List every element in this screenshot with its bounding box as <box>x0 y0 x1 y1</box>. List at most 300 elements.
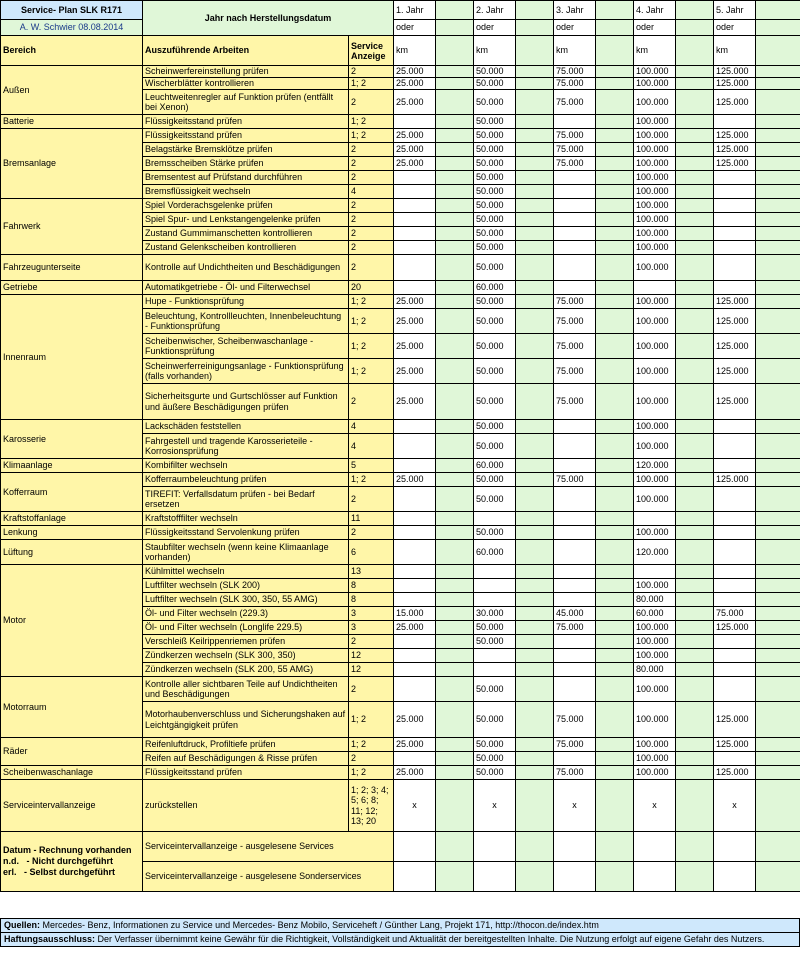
date-entry-cell[interactable] <box>756 649 800 663</box>
date-entry-cell[interactable] <box>676 78 714 90</box>
date-entry-cell[interactable] <box>596 526 634 540</box>
date-entry-cell[interactable] <box>516 359 554 384</box>
date-entry-cell[interactable] <box>756 434 800 459</box>
legend-entry-cell[interactable] <box>714 832 756 862</box>
date-entry-cell[interactable] <box>756 593 800 607</box>
date-entry-cell[interactable] <box>756 677 800 702</box>
date-entry-cell[interactable] <box>596 185 634 199</box>
date-entry-cell[interactable] <box>436 473 474 487</box>
table-row <box>1 115 800 129</box>
legend-entry-cell[interactable] <box>516 832 554 862</box>
date-entry-cell[interactable] <box>516 115 554 129</box>
date-entry-cell[interactable] <box>596 78 634 90</box>
date-entry-cell[interactable] <box>436 185 474 199</box>
date-entry-cell[interactable] <box>676 649 714 663</box>
service-indicator-cell: 8 <box>349 593 394 607</box>
service-indicator-cell: 2 <box>349 752 394 766</box>
date-entry-cell[interactable] <box>436 295 474 309</box>
date-entry-cell[interactable] <box>676 90 714 115</box>
km-value-cell: 25.000 <box>394 90 436 115</box>
date-entry-cell[interactable] <box>676 66 714 78</box>
service-indicator-cell: 3 <box>349 607 394 621</box>
date-entry-cell[interactable] <box>436 738 474 752</box>
date-entry-cell[interactable] <box>596 129 634 143</box>
date-entry-cell[interactable] <box>516 384 554 420</box>
km-value-cell <box>554 649 596 663</box>
date-entry-cell[interactable] <box>756 227 800 241</box>
date-entry-cell[interactable] <box>596 512 634 526</box>
date-entry-cell[interactable] <box>516 621 554 635</box>
km-value-cell <box>714 635 756 649</box>
date-entry-cell[interactable] <box>516 752 554 766</box>
date-entry-cell[interactable] <box>436 66 474 78</box>
date-entry-cell[interactable] <box>436 90 474 115</box>
legend-entry-cell[interactable] <box>436 862 474 892</box>
date-entry-cell[interactable] <box>756 359 800 384</box>
date-entry-cell[interactable] <box>436 129 474 143</box>
km-value-cell <box>714 185 756 199</box>
date-entry-cell[interactable] <box>516 185 554 199</box>
date-entry-cell[interactable] <box>756 579 800 593</box>
legend-entry-cell[interactable] <box>474 832 516 862</box>
date-entry-cell[interactable] <box>676 526 714 540</box>
date-entry-cell[interactable] <box>596 752 634 766</box>
date-entry-cell[interactable] <box>436 565 474 579</box>
date-entry-cell[interactable] <box>516 526 554 540</box>
km-value-cell: 125.000 <box>714 702 756 738</box>
date-entry-cell[interactable] <box>516 512 554 526</box>
date-entry-cell[interactable] <box>676 766 714 780</box>
date-entry-cell[interactable] <box>676 359 714 384</box>
date-entry-cell[interactable] <box>516 241 554 255</box>
date-entry-cell[interactable] <box>516 677 554 702</box>
date-entry-cell[interactable] <box>516 579 554 593</box>
service-indicator-cell: 2 <box>349 171 394 185</box>
date-entry-cell[interactable] <box>516 473 554 487</box>
date-entry-cell[interactable] <box>676 780 714 832</box>
date-entry-cell[interactable] <box>596 487 634 512</box>
legend-entry-cell[interactable] <box>756 862 800 892</box>
date-entry-cell[interactable] <box>436 677 474 702</box>
date-entry-cell[interactable] <box>436 702 474 738</box>
service-indicator-cell: 2 <box>349 677 394 702</box>
date-entry-cell[interactable] <box>516 434 554 459</box>
date-entry-cell[interactable] <box>676 752 714 766</box>
date-entry-cell[interactable] <box>436 420 474 434</box>
km-value-cell: 50.000 <box>474 334 516 359</box>
date-entry-cell[interactable] <box>596 702 634 738</box>
date-entry-cell[interactable] <box>756 420 800 434</box>
legend-entry-cell[interactable] <box>634 862 676 892</box>
km-value-cell: 80.000 <box>634 663 676 677</box>
date-entry-cell[interactable] <box>676 143 714 157</box>
date-entry-cell[interactable] <box>596 199 634 213</box>
date-entry-cell[interactable] <box>436 143 474 157</box>
date-entry-cell[interactable] <box>516 780 554 832</box>
date-entry-cell[interactable] <box>756 281 800 295</box>
date-entry-cell[interactable] <box>676 677 714 702</box>
date-entry-cell[interactable] <box>596 649 634 663</box>
date-entry-cell[interactable] <box>676 255 714 281</box>
date-entry-cell[interactable] <box>516 309 554 334</box>
task-cell: Bremsscheiben Stärke prüfen <box>143 157 349 171</box>
date-entry-cell[interactable] <box>756 621 800 635</box>
km-value-cell: 75.000 <box>554 66 596 78</box>
date-entry-cell[interactable] <box>676 738 714 752</box>
date-entry-cell[interactable] <box>436 540 474 565</box>
date-entry-cell[interactable] <box>596 473 634 487</box>
date-entry-cell[interactable] <box>516 738 554 752</box>
date-entry-cell[interactable] <box>516 78 554 90</box>
date-entry-cell[interactable] <box>676 185 714 199</box>
km-value-cell <box>554 281 596 295</box>
date-entry-cell[interactable] <box>596 241 634 255</box>
date-entry-cell[interactable] <box>436 334 474 359</box>
date-entry-cell[interactable] <box>676 295 714 309</box>
date-entry-cell[interactable] <box>516 199 554 213</box>
km-value-cell <box>714 241 756 255</box>
date-entry-cell[interactable] <box>516 90 554 115</box>
km-value-cell <box>714 199 756 213</box>
service-indicator-cell: 20 <box>349 281 394 295</box>
date-entry-cell[interactable] <box>756 129 800 143</box>
legend-entry-cell[interactable] <box>394 862 436 892</box>
date-entry-cell[interactable] <box>516 129 554 143</box>
year-3-label: 3. Jahr <box>554 1 596 20</box>
date-entry-cell[interactable] <box>676 540 714 565</box>
date-entry-cell[interactable] <box>756 66 800 78</box>
date-entry-cell[interactable] <box>676 473 714 487</box>
date-entry-cell[interactable] <box>676 241 714 255</box>
date-entry-cell[interactable] <box>756 635 800 649</box>
date-entry-cell[interactable] <box>436 115 474 129</box>
km-value-cell <box>394 185 436 199</box>
date-entry-cell[interactable] <box>516 663 554 677</box>
km-value-cell: 50.000 <box>474 213 516 227</box>
date-entry-cell[interactable] <box>516 227 554 241</box>
date-entry-cell[interactable] <box>516 66 554 78</box>
date-entry-cell[interactable] <box>676 129 714 143</box>
km-value-cell <box>714 752 756 766</box>
date-entry-cell[interactable] <box>596 359 634 384</box>
date-entry-cell[interactable] <box>676 171 714 185</box>
legend-entry-cell[interactable] <box>554 862 596 892</box>
date-entry-cell[interactable] <box>756 185 800 199</box>
date-entry-cell[interactable] <box>676 621 714 635</box>
km-value-cell <box>554 227 596 241</box>
date-entry-cell[interactable] <box>756 540 800 565</box>
date-entry-cell[interactable] <box>596 66 634 78</box>
service-indicator-cell: 1; 2 <box>349 359 394 384</box>
date-entry-cell[interactable] <box>436 213 474 227</box>
date-entry-cell[interactable] <box>516 593 554 607</box>
date-entry-cell[interactable] <box>516 649 554 663</box>
date-entry-cell[interactable] <box>436 157 474 171</box>
date-entry-cell[interactable] <box>516 702 554 738</box>
km-value-cell: 120.000 <box>634 540 676 565</box>
date-entry-cell[interactable] <box>676 459 714 473</box>
date-entry-cell[interactable] <box>676 663 714 677</box>
date-entry-cell[interactable] <box>756 512 800 526</box>
date-entry-cell[interactable] <box>516 459 554 473</box>
km-value-cell <box>554 526 596 540</box>
km-value-cell <box>474 565 516 579</box>
category-cell: Klimaanlage <box>1 459 143 473</box>
date-entry-cell[interactable] <box>676 420 714 434</box>
km-value-cell <box>394 434 436 459</box>
date-entry-cell[interactable] <box>596 677 634 702</box>
legend-entry-cell[interactable] <box>596 832 634 862</box>
date-entry-cell[interactable] <box>596 766 634 780</box>
date-entry-cell[interactable] <box>596 213 634 227</box>
legend-entry-cell[interactable] <box>676 832 714 862</box>
date-entry-cell[interactable] <box>756 78 800 90</box>
km-value-cell: 125.000 <box>714 295 756 309</box>
oder-label: oder <box>474 20 516 36</box>
legend-entry-cell[interactable] <box>474 862 516 892</box>
legend-entry-cell[interactable] <box>676 862 714 892</box>
km-value-cell: 100.000 <box>634 66 676 78</box>
date-entry-cell[interactable] <box>676 334 714 359</box>
date-entry-cell[interactable] <box>756 565 800 579</box>
date-entry-cell[interactable] <box>596 281 634 295</box>
date-entry-cell[interactable] <box>516 157 554 171</box>
date-entry-cell[interactable] <box>516 766 554 780</box>
date-entry-cell[interactable] <box>596 434 634 459</box>
legend-line: n.d. - Nicht durchgeführt <box>3 856 113 866</box>
legend-entry-cell[interactable] <box>516 862 554 892</box>
date-entry-cell[interactable] <box>436 199 474 213</box>
date-entry-cell[interactable] <box>756 384 800 420</box>
km-value-cell <box>634 565 676 579</box>
legend-entry-cell[interactable] <box>634 832 676 862</box>
service-indicator-cell: 2 <box>349 241 394 255</box>
date-entry-cell[interactable] <box>676 593 714 607</box>
date-entry-cell[interactable] <box>756 607 800 621</box>
date-entry-cell[interactable] <box>516 255 554 281</box>
date-entry-cell[interactable] <box>756 143 800 157</box>
km-value-cell <box>554 213 596 227</box>
date-entry-cell[interactable] <box>516 281 554 295</box>
date-entry-cell[interactable] <box>756 255 800 281</box>
km-value-cell <box>554 199 596 213</box>
task-cell: Scheibenwischer, Scheibenwaschanlage - Funktionsprüfung <box>143 334 349 359</box>
date-entry-cell[interactable] <box>436 459 474 473</box>
date-entry-cell[interactable] <box>756 309 800 334</box>
date-entry-cell[interactable] <box>756 241 800 255</box>
date-entry-cell[interactable] <box>676 227 714 241</box>
date-entry-cell[interactable] <box>436 766 474 780</box>
service-indicator-cell: 1; 2 <box>349 115 394 129</box>
date-entry-cell[interactable] <box>596 157 634 171</box>
date-entry-cell[interactable] <box>596 90 634 115</box>
category-cell: Innenraum <box>1 295 143 420</box>
legend-entry-cell[interactable] <box>714 862 756 892</box>
date-entry-cell[interactable] <box>596 171 634 185</box>
date-entry-cell[interactable] <box>436 526 474 540</box>
legend-entry-cell[interactable] <box>436 832 474 862</box>
category-cell: Getriebe <box>1 281 143 295</box>
date-entry-cell[interactable] <box>516 171 554 185</box>
date-entry-cell[interactable] <box>756 487 800 512</box>
date-entry-cell[interactable] <box>436 780 474 832</box>
date-entry-cell[interactable] <box>596 635 634 649</box>
date-entry-cell[interactable] <box>676 281 714 295</box>
date-entry-cell[interactable] <box>596 295 634 309</box>
date-entry-cell[interactable] <box>676 213 714 227</box>
date-entry-cell[interactable] <box>436 607 474 621</box>
date-entry-cell[interactable] <box>596 540 634 565</box>
table-row <box>1 255 800 281</box>
date-entry-cell[interactable] <box>596 780 634 832</box>
date-entry-cell[interactable] <box>436 359 474 384</box>
date-entry-cell[interactable] <box>516 420 554 434</box>
date-entry-cell[interactable] <box>676 199 714 213</box>
date-entry-cell[interactable] <box>756 213 800 227</box>
year-2-label: 2. Jahr <box>474 1 516 20</box>
date-entry-cell[interactable] <box>676 115 714 129</box>
date-entry-cell[interactable] <box>756 738 800 752</box>
date-entry-cell[interactable] <box>756 780 800 832</box>
task-cell: Kombifilter wechseln <box>143 459 349 473</box>
date-entry-cell[interactable] <box>516 334 554 359</box>
date-entry-cell[interactable] <box>436 663 474 677</box>
km-value-cell: 50.000 <box>474 677 516 702</box>
km-value-cell: 100.000 <box>634 420 676 434</box>
date-entry-cell[interactable] <box>516 607 554 621</box>
date-entry-cell[interactable] <box>756 295 800 309</box>
date-entry-cell[interactable] <box>596 143 634 157</box>
km-value-cell: 100.000 <box>634 677 676 702</box>
date-entry-cell[interactable] <box>436 752 474 766</box>
date-entry-cell[interactable] <box>756 663 800 677</box>
km-value-cell <box>394 663 436 677</box>
km-value-cell: 100.000 <box>634 78 676 90</box>
date-entry-cell[interactable] <box>516 213 554 227</box>
date-entry-cell[interactable] <box>596 579 634 593</box>
km-value-cell: x <box>714 780 756 832</box>
legend-entry-cell[interactable] <box>394 832 436 862</box>
km-value-cell: 100.000 <box>634 185 676 199</box>
date-entry-cell[interactable] <box>516 295 554 309</box>
service-indicator-cell: 2 <box>349 384 394 420</box>
date-entry-cell[interactable] <box>676 157 714 171</box>
date-entry-cell[interactable] <box>436 227 474 241</box>
km-value-cell: 100.000 <box>634 702 676 738</box>
km-value-cell: 50.000 <box>474 434 516 459</box>
date-entry-cell[interactable] <box>436 593 474 607</box>
date-entry-cell[interactable] <box>756 459 800 473</box>
date-entry-cell[interactable] <box>676 565 714 579</box>
date-entry-cell[interactable] <box>756 766 800 780</box>
date-entry-cell[interactable] <box>756 199 800 213</box>
date-entry-cell[interactable] <box>596 384 634 420</box>
date-entry-cell[interactable] <box>756 157 800 171</box>
date-entry-cell[interactable] <box>516 487 554 512</box>
category-cell: Fahrwerk <box>1 199 143 255</box>
date-entry-cell[interactable] <box>676 607 714 621</box>
date-entry-cell[interactable] <box>756 334 800 359</box>
date-entry-cell[interactable] <box>756 115 800 129</box>
table-row <box>1 281 800 295</box>
date-entry-cell[interactable] <box>676 384 714 420</box>
km-value-cell <box>714 487 756 512</box>
service-indicator-cell: 2 <box>349 526 394 540</box>
date-entry-cell[interactable] <box>596 593 634 607</box>
date-entry-cell[interactable] <box>756 473 800 487</box>
date-entry-cell[interactable] <box>596 334 634 359</box>
date-entry-cell[interactable] <box>436 434 474 459</box>
date-entry-cell[interactable] <box>436 579 474 593</box>
date-entry-cell[interactable] <box>516 565 554 579</box>
date-entry-cell[interactable] <box>436 621 474 635</box>
date-entry-cell[interactable] <box>436 635 474 649</box>
date-entry-cell[interactable] <box>676 512 714 526</box>
date-entry-cell[interactable] <box>596 115 634 129</box>
date-entry-cell[interactable] <box>596 255 634 281</box>
col-anzeige-header: Service Anzeige <box>349 36 394 66</box>
date-entry-cell[interactable] <box>436 281 474 295</box>
date-entry-cell[interactable] <box>756 526 800 540</box>
date-entry-cell[interactable] <box>516 540 554 565</box>
date-entry-cell[interactable] <box>596 738 634 752</box>
km-value-cell: 125.000 <box>714 90 756 115</box>
service-indicator-cell: 12 <box>349 649 394 663</box>
date-entry-cell[interactable] <box>436 171 474 185</box>
date-entry-cell[interactable] <box>676 702 714 738</box>
date-entry-cell[interactable] <box>676 635 714 649</box>
service-indicator-cell: 1; 2; 3; 4; 5; 6; 8; 11; 12; 13; 20 <box>349 780 394 832</box>
date-entry-cell[interactable] <box>756 702 800 738</box>
km-value-cell: 25.000 <box>394 702 436 738</box>
date-entry-cell[interactable] <box>596 621 634 635</box>
legend-entry-cell[interactable] <box>554 832 596 862</box>
date-entry-cell[interactable] <box>596 420 634 434</box>
km-value-cell: 60.000 <box>474 459 516 473</box>
date-entry-cell[interactable] <box>676 309 714 334</box>
date-entry-cell[interactable] <box>436 649 474 663</box>
legend-entry-cell[interactable] <box>596 862 634 892</box>
date-entry-cell[interactable] <box>676 487 714 512</box>
date-entry-cell[interactable] <box>436 241 474 255</box>
date-entry-cell[interactable] <box>676 579 714 593</box>
date-entry-cell[interactable] <box>596 565 634 579</box>
date-entry-cell[interactable] <box>436 309 474 334</box>
km-value-cell <box>394 255 436 281</box>
date-entry-cell[interactable] <box>596 309 634 334</box>
date-entry-cell[interactable] <box>756 171 800 185</box>
km-value-cell <box>394 213 436 227</box>
km-value-cell: 50.000 <box>474 241 516 255</box>
legend-cell <box>1 832 143 892</box>
date-entry-cell[interactable] <box>516 635 554 649</box>
legend-entry-cell[interactable] <box>756 832 800 862</box>
date-entry-cell[interactable] <box>596 607 634 621</box>
km-value-cell: 125.000 <box>714 143 756 157</box>
date-entry-cell[interactable] <box>596 459 634 473</box>
date-entry-cell[interactable] <box>436 512 474 526</box>
date-entry-cell[interactable] <box>516 143 554 157</box>
date-entry-cell[interactable] <box>596 663 634 677</box>
date-entry-cell[interactable] <box>436 255 474 281</box>
date-entry-cell[interactable] <box>436 78 474 90</box>
date-entry-cell[interactable] <box>596 227 634 241</box>
date-entry-cell[interactable] <box>676 434 714 459</box>
date-entry-cell[interactable] <box>436 487 474 512</box>
date-entry-cell[interactable] <box>756 90 800 115</box>
date-entry-cell[interactable] <box>436 384 474 420</box>
date-entry-cell[interactable] <box>756 752 800 766</box>
